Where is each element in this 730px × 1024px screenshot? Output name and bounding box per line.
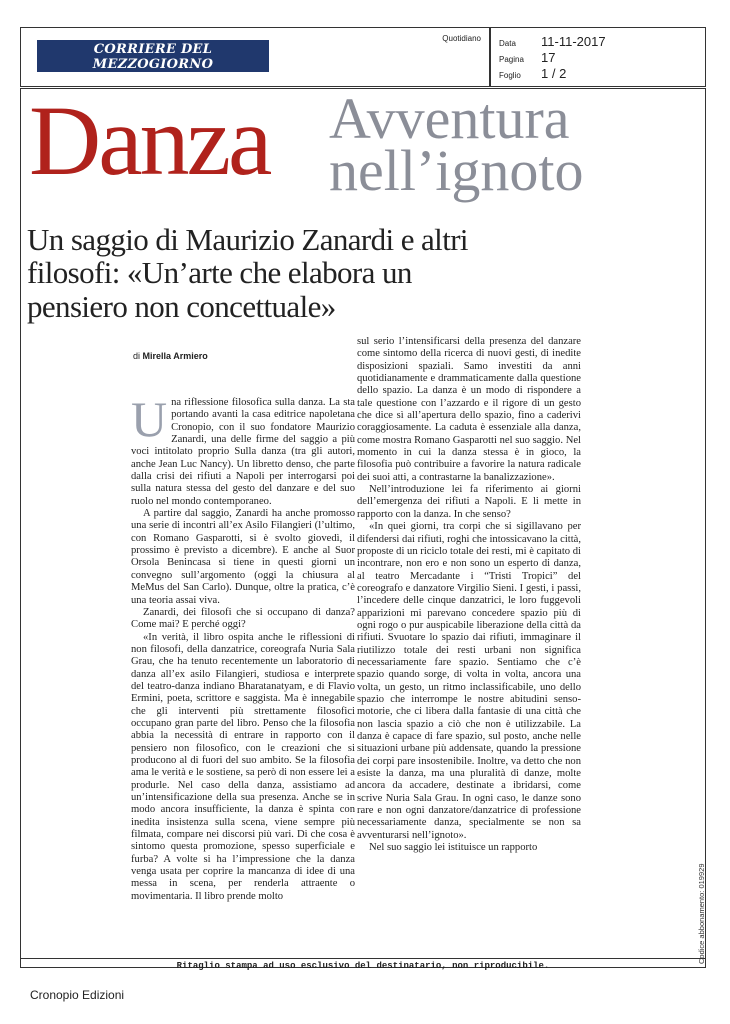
byline-prefix: di xyxy=(133,351,141,361)
paragraph xyxy=(131,391,355,508)
meta-label: Pagina xyxy=(499,55,524,64)
headline-word: Danza xyxy=(29,85,270,196)
meta-value: 1 / 2 xyxy=(541,66,567,81)
header-masthead-box xyxy=(20,27,490,87)
paragraph: A partire dal saggio, Zanardi ha anche promosso una serie di incontri all’ex Asilo Filangieri (l’ultimo, con Romano Gasparotti, si è svolto giovedì, il prossimo è previsto a dicembre). E anche al Suor Orsola Benincasa si tiene in questi giorni un convegno sull’argomento (oggi la chiusura al MeMus del San Carlo). Dunque, oltre la pratica, c’è una teoria assai viva. xyxy=(131,508,355,606)
drop-cap: U xyxy=(131,391,168,447)
masthead-name: CORRIERE DEL MEZZOGIORNO xyxy=(92,42,214,72)
paragraph: «In verità, il libro ospita anche le riflessioni di non filosofi, della danzatrice, coreografa Nuria Sala Grau, che ha tenuto recentemente un laboratorio di danza all’ex asilo Filangieri, studiosa e interprete del teatro-danza indiano Bharatanatyam, e di Flavio Ermini, poeta, scrittore e saggista. Ma è innegabile che gli interventi più strettamente filosofici occupano gran parte del libro. Penso che la filosofia abbia la necessità di entrare in rapporto con il pensiero non filosofico, con le creazioni che si producono al di fuori del suo ambito. Se la filosofia ama le verità e le sostiene, sa però di non essere lei a produrle. Nel caso della danza, assistiamo ad un’intensificazione della sua presenza. Anche se in modo ancora insufficiente, la danza è spinta con inedita insistenza sulla scena, viene sempre più filmata, compare nei discorsi più vari. Di che cosa è sintomo questa promozione, spesso superficiale e furba? A volte si ha l’impressione che la danza venga usata per coprire la mancanza di idee di una messa in scena, per renderla attraente o movimentaria. Il libro prende molto xyxy=(131,631,355,902)
meta-value: 11-11-2017 xyxy=(541,34,606,49)
paragraph: sul serio l’intensificarsi della presenza del danzare come sintomo della ricerca di nuovi gesti, di inedite disposizioni spaziali. Samo investiti da anni quotidianamente e drammaticamente dalla questione dello spazio. La danza è un modo di rispondere a tale questione con l’azzardo e il rigore di un gesto che dice sì all’apertura dello spazio, fino a caderivi coraggiosamente. La caduta è essenziale alla danza, come mostra Romano Gasparotti nel suo saggio. Nel momento in cui la danza stessa è in gioco, la filosofia può contribuire a favorire la natura radicale dei suoi atti, a contrastarne la banalizzazione». xyxy=(357,336,581,483)
paragraph: «In quei giorni, tra corpi che si sigillavano per difendersi dai rifiuti, roghi che intossicavano la città, proposte di un riciclo totale dei resti, mi è capitato di incontrare, non ero e non sono un esperto di danza, al teatro Mercadante i “Tristi Tropici” del coreografo e danzatore Virgilio Sieni. I gesti, i passi, l’incedere delle cinque danzatrici, le loro fuggevoli apparizioni mi parevano concedere spazio più di ogni rogo o pur auspicabile liberazione della città da rifiuti. Svuotare lo spazio dai rifiuti, immaginare il riutilizzo totale dei resti urbani non significa necessariamente fare spazio. Sentiamo che c’è spazio quando sorge, di volta in volta, ancora una volta, un gesto, un ritmo inclassificabile, uno dello spazio che interrompe le nostre abitudini senso-motorie, che ci libera dalla fantasie di una città che non lascia spazio a ciò che non è utilizzabile. La danza è capace di fare spazio, sul posto, anche nelle situazioni urbane più addensate, quando la pressione dei corpi pare insostenibile. Inoltre, va detto che non esiste la danza, ma una pluralità di danze, molte ancora da accadere, destinate a ibridarsi, come scrive Nuria Sala Grau. In ogni caso, le danze sono rare e non ogni danzatore/danzatrice di professione necessariamente danza, specialmente se non sa avventurarsi nell’ignoto». xyxy=(357,521,581,841)
article-column-2 xyxy=(357,336,581,854)
paragraph-text: na riflessione filosofica sulla danza. La sta portando avanti la casa editrice napoletana Cronopio, con il suo fondatore Maurizio Zanardi, una delle firme del saggio a più voci intitolato proprio Sulla danza (tra gli autori, anche Jean Luc Nancy). Un libretto denso, che parte dalla crisi dei rifiuti a Napoli per interrogarsi poi sulla natura stessa del gesto del danzare e del suo ruolo nel mondo contemporaneo. xyxy=(131,397,355,507)
byline-author: Mirella Armiero xyxy=(142,351,208,361)
meta-row-sheet xyxy=(499,65,566,83)
article-clipping xyxy=(20,85,706,968)
meta-label: Data xyxy=(499,39,516,48)
headline-kicker xyxy=(329,86,584,204)
masthead-edition: CAMPANIA xyxy=(128,71,178,80)
clipping-notice: Ritaglio stampa ad uso esclusivo del destinatario, non riproducibile. xyxy=(20,958,706,973)
publication-type: Quotidiano xyxy=(442,34,481,43)
kicker-line-2: nell’ignoto xyxy=(329,138,584,204)
header-meta-box xyxy=(490,27,706,87)
subscription-code: Codice abbonamento: 019929 xyxy=(697,863,706,964)
newspaper-logo xyxy=(37,40,269,80)
meta-value: 17 xyxy=(541,50,556,65)
meta-label: Foglio xyxy=(499,71,521,80)
paragraph: Nell’introduzione lei fa riferimento ai giorni dell’emergenza dei rifiuti a Napoli. E li mette in rapporto con la danza. In che senso? xyxy=(357,484,581,520)
article-subheadline: Un saggio di Maurizio Zanardi e altri filosofi: «Un’arte che elabora un pensiero non concettuale» xyxy=(27,222,468,324)
kicker-line-1: Avventura xyxy=(329,86,570,151)
paragraph: Zanardi, dei filosofi che si occupano di danza? Come mai? E perché oggi? xyxy=(131,606,355,631)
publisher-name: Cronopio Edizioni xyxy=(30,988,125,1002)
byline xyxy=(133,351,208,361)
paragraph: Nel suo saggio lei istituisce un rapporto xyxy=(369,842,538,854)
article-column-1 xyxy=(131,391,355,903)
